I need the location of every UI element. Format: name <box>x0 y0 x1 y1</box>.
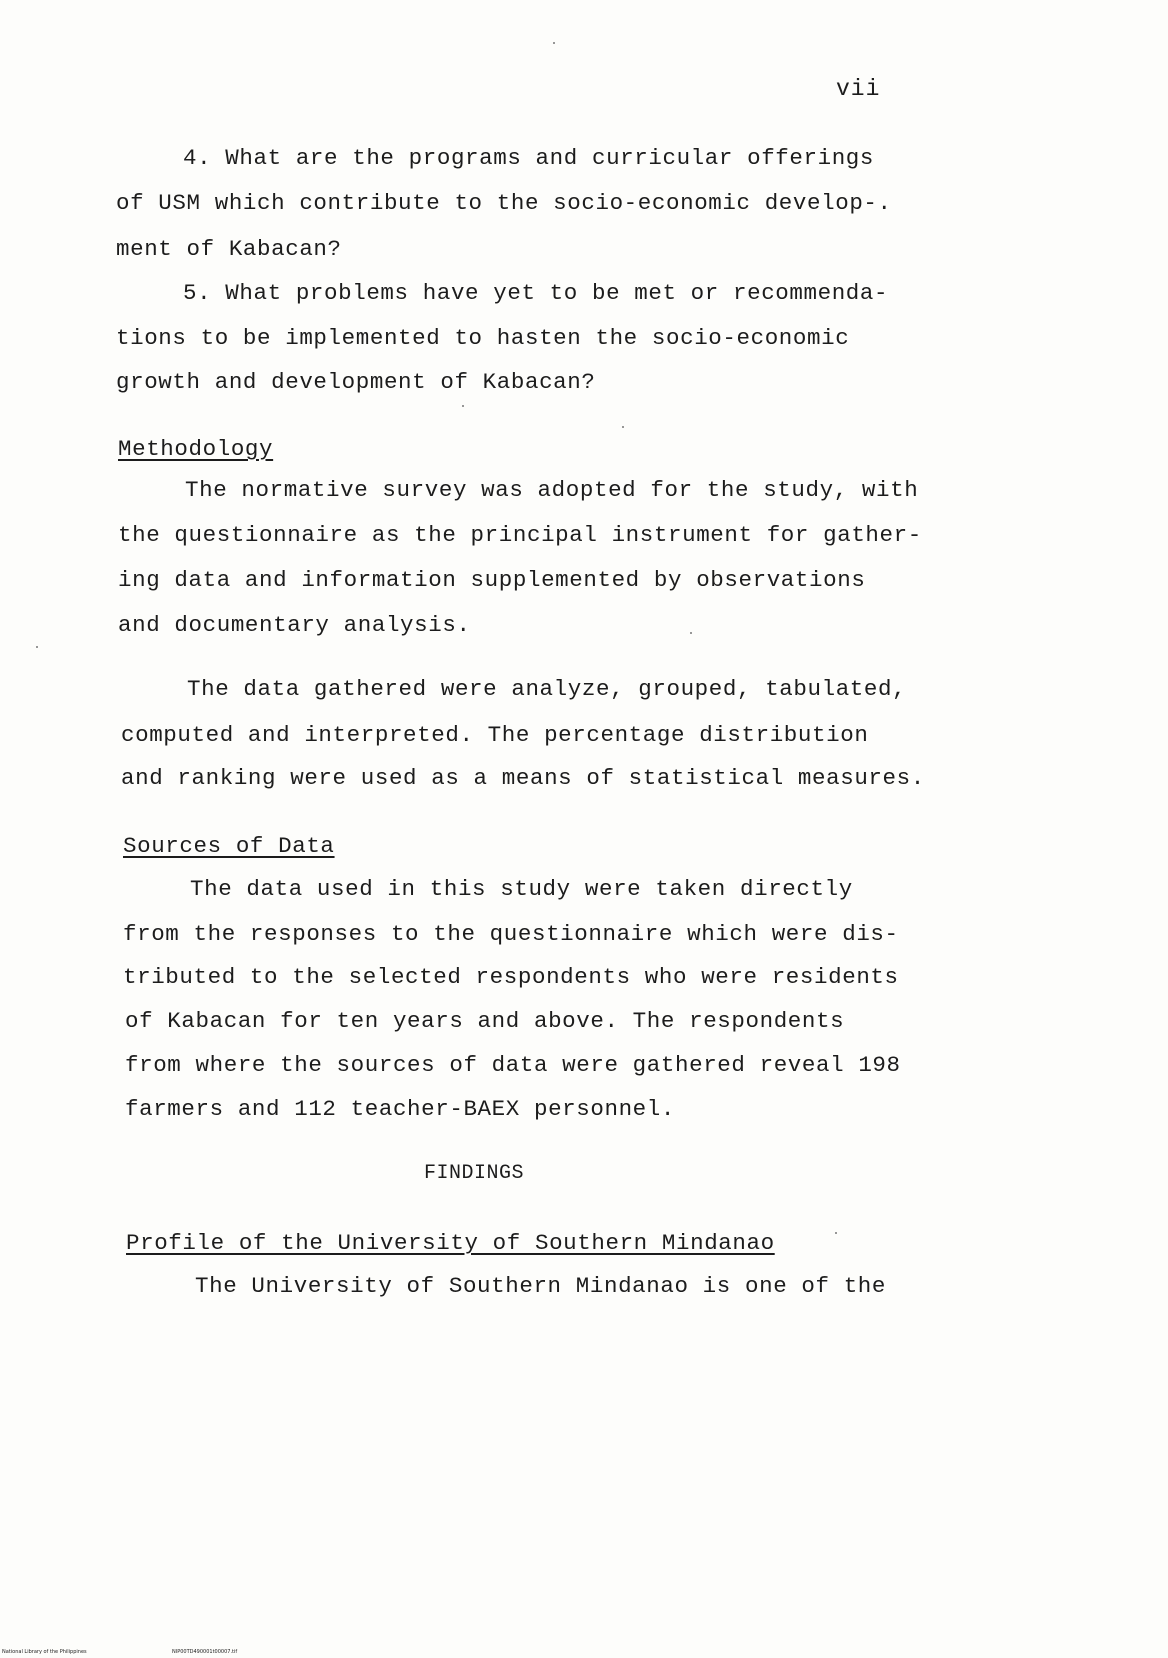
profile-heading: Profile of the University of Southern Mindanao <box>126 1230 775 1256</box>
scan-speck <box>690 632 692 634</box>
sources-heading: Sources of Data <box>123 833 335 859</box>
page-number: vii <box>836 76 881 102</box>
question-5-line-1: 5. What problems have yet to be met or recommenda- <box>183 280 889 306</box>
findings-title: FINDINGS <box>424 1162 525 1185</box>
question-5-line-3: growth and development of Kabacan? <box>116 369 596 395</box>
question-5-line-2: tions to be implemented to hasten the socio-economic <box>116 325 850 351</box>
methodology-p1-line-3: ing data and information supplemented by observations <box>118 567 866 593</box>
sources-line-4: of Kabacan for ten years and above. The respondents <box>125 1008 845 1034</box>
question-4-line-3: ment of Kabacan? <box>116 236 342 262</box>
question-4-line-1: 4. What are the programs and curricular offerings <box>183 145 875 171</box>
scan-speck <box>835 1232 837 1234</box>
scan-speck <box>622 426 624 428</box>
methodology-p1-line-2: the questionnaire as the principal instrument for gather- <box>118 522 922 548</box>
scan-speck <box>553 42 555 44</box>
profile-line-1: The University of Southern Mindanao is one of the <box>195 1273 887 1299</box>
sources-line-3: tributed to the selected respondents who were residents <box>123 964 899 990</box>
methodology-p1-line-1: The normative survey was adopted for the study, with <box>185 477 919 503</box>
methodology-p2-line-3: and ranking were used as a means of statistical measures. <box>121 765 925 791</box>
sources-line-1: The data used in this study were taken directly <box>190 876 853 902</box>
methodology-heading: Methodology <box>118 436 274 462</box>
sources-line-2: from the responses to the questionnaire which were dis- <box>123 921 899 947</box>
methodology-p2-line-1: The data gathered were analyze, grouped, tabulated, <box>187 676 907 702</box>
footer-library: National Library of the Philippines <box>2 1649 87 1655</box>
footer-file-id: NIP00TD490001t00007.tif <box>172 1649 238 1655</box>
methodology-p2-line-2: computed and interpreted. The percentage distribution <box>121 722 869 748</box>
sources-line-6: farmers and 112 teacher-BAEX personnel. <box>125 1096 675 1122</box>
scan-speck <box>36 646 38 648</box>
scan-speck <box>462 405 464 407</box>
question-4-line-2: of USM which contribute to the socio-economic develop-. <box>116 190 892 216</box>
sources-line-5: from where the sources of data were gathered reveal 198 <box>125 1052 901 1078</box>
methodology-p1-line-4: and documentary analysis. <box>118 612 471 638</box>
